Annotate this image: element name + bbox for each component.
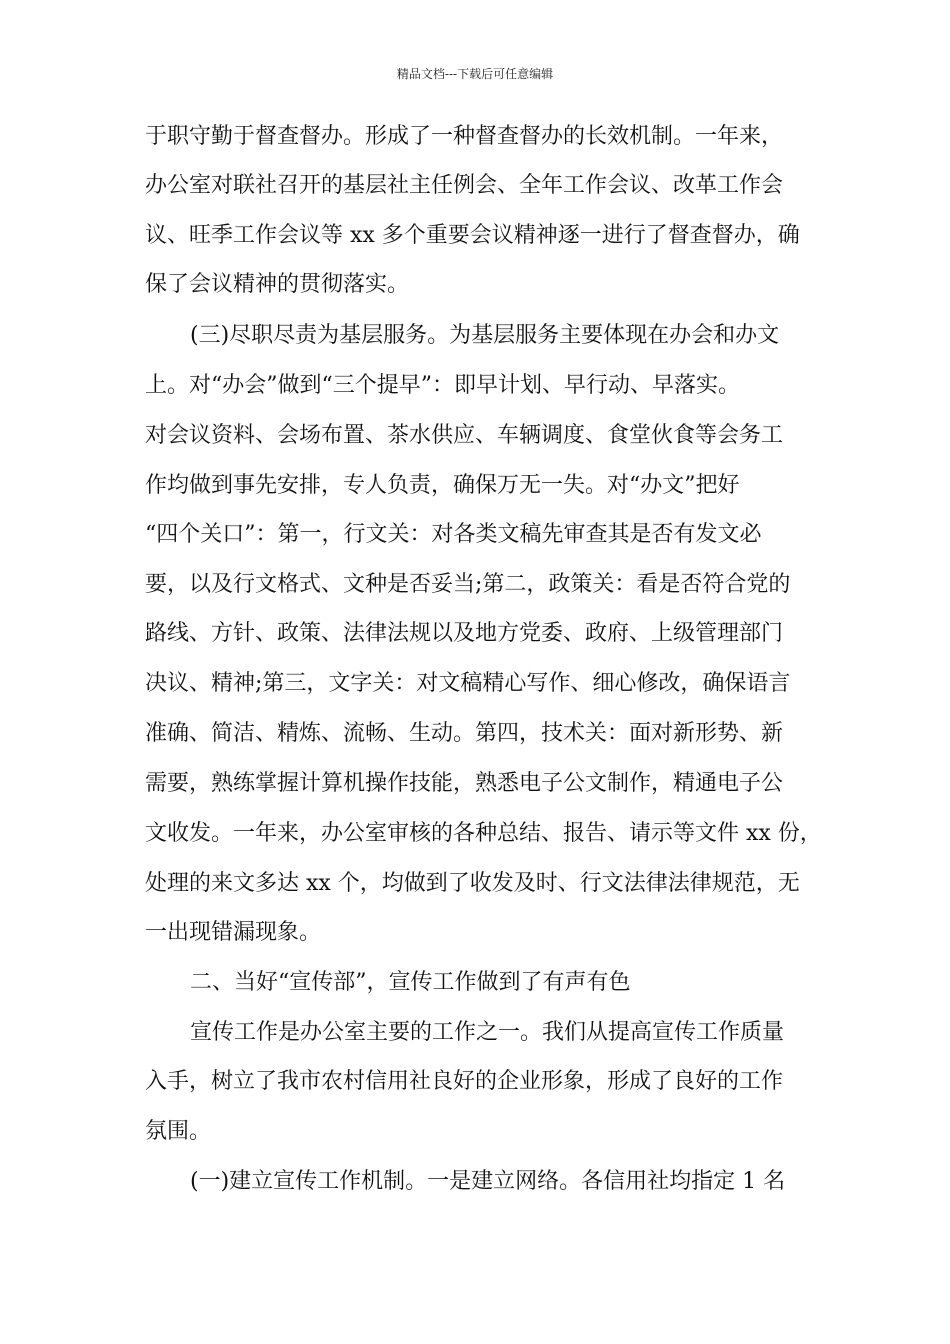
line-text: 办公室对联社召开的基层社主任例会、全年工作会议、改革工作会 [145, 173, 784, 198]
line-text: 处理的来文多达 xx 个，均做到了收发及时、行文法律法律规范，无 [145, 871, 800, 896]
line-text: 文收发。一年来，办公室审核的各种总结、报告、请示等文件 xx 份， [145, 821, 822, 846]
line-text: 需要，熟练掌握计算机操作技能，熟悉电子公文制作，精通电子公 [145, 771, 784, 796]
line-text: (三)尽职尽责为基层服务。为基层服务主要体现在办会和办文 [190, 323, 780, 348]
page-header: 精品文档---下载后可任意编辑 [396, 67, 554, 81]
line-text: (一)建立宣传工作机制。一是建立网络。各信用社均指定 1 名 [190, 1169, 786, 1194]
line-text: 作均做到事先安排，专人负责，确保万无一失。对“办文”把好 [145, 473, 740, 498]
line-text: 入手，树立了我市农村信用社良好的企业形象，形成了良好的工作 [145, 1069, 784, 1094]
line-text: 一出现错漏现象。 [145, 920, 322, 945]
line-text: 上。对“办会”做到“三个提早”：即早计划、早行动、早落实。 [145, 373, 740, 398]
line-text: 路线、方针、政策、法律法规以及地方党委、政府、上级管理部门 [145, 621, 784, 646]
line-text: 于职守勤于督查督办。形成了一种督查督办的长效机制。一年来， [145, 124, 784, 149]
line-text: 议、旺季工作会议等 xx 多个重要会议精神逐一进行了督查督办，确 [145, 223, 800, 248]
line-text: 对会议资料、会场布置、茶水供应、车辆调度、食堂伙食等会务工 [145, 423, 784, 448]
line-text: 决议、精神;第三，文字关：对文稿精心写作、细心修改，确保语言 [145, 671, 791, 696]
line-text: “四个关口”：第一，行文关：对各类文稿先审查其是否有发文必 [145, 522, 762, 547]
line-text: 保了会议精神的贯彻落实。 [145, 272, 410, 297]
line-text: 要，以及行文格式、文种是否妥当;第二，政策关：看是否符合党的 [145, 572, 791, 597]
line-text: 二、当好“宣传部”，宣传工作做到了有声有色 [190, 970, 631, 995]
line-text: 氛围。 [145, 1119, 212, 1144]
line-text: 准确、简洁、精炼、流畅、生动。第四，技术关：面对新形势、新 [145, 721, 784, 746]
line-text: 宣传工作是办公室主要的工作之一。我们从提高宣传工作质量 [190, 1020, 785, 1045]
